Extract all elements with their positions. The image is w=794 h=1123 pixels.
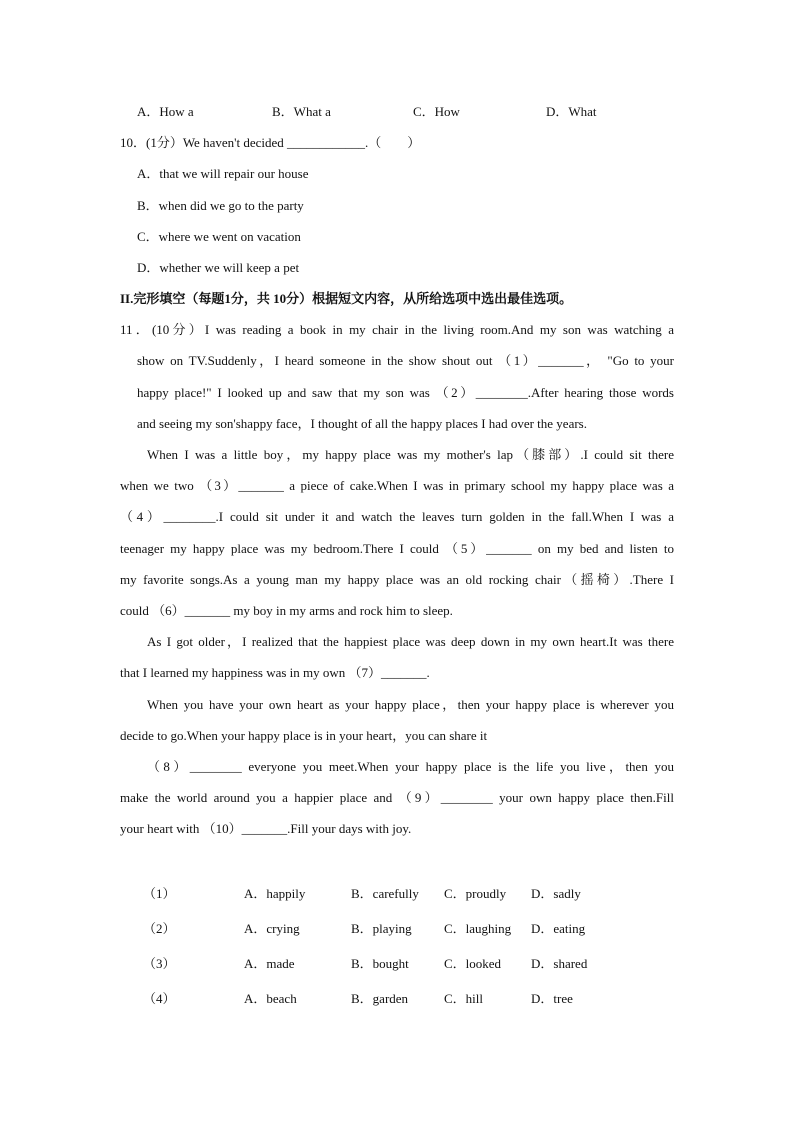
passage-line: decide to go.When your happy place is in your heart，you can share it [120,728,488,743]
q10-option-a: A．that we will repair our house [137,166,309,181]
answer-row-number: （3） [143,956,176,971]
answer-option-d: D．sadly [531,886,581,901]
passage-line: your heart with （10）_______.Fill your days with joy. [120,821,412,836]
section-heading: II.完形填空（每题1分，共 10分）根据短文内容，从所给选项中选出最佳选项。 [120,291,573,306]
answer-option-b: B．garden [351,991,409,1006]
passage-line: （8）________ everyone you meet.When your happy place is the life you live，then you [147,759,674,774]
passage-line: teenager my happy place was my bedroom.There I could （5）_______ on my bed and listen to [120,541,674,556]
answer-option-a: A．made [244,956,295,971]
answer-option-a: A．happily [244,886,306,901]
answer-option-c: C．hill [444,991,484,1006]
answer-option-d: D．eating [531,921,586,936]
answer-row-number: （4） [143,991,176,1006]
passage-line: （4）________.I could sit under it and watch the leaves turn golden in the fall.When I was a [120,509,674,524]
passage-line: could （6）_______ my boy in my arms and rock him to sleep. [120,603,453,618]
passage-line: that I learned my happiness was in my own （7）_______. [120,665,430,680]
q9-option-d: D．What [546,104,597,119]
answer-option-d: D．shared [531,956,588,971]
q9-option-a: A．How a [137,104,194,119]
answer-option-c: C．laughing [444,921,512,936]
passage-line: As I got older，I realized that the happiest place was deep down in my own heart.It was there [147,634,674,649]
passage-line: happy place!" I looked up and saw that my son was （2）________.After hearing those words [137,385,674,400]
passage-line: and seeing my son'shappy face，I thought of all the happy places I had over the years. [137,416,587,431]
answer-option-c: C．proudly [444,886,507,901]
answer-option-d: D．tree [531,991,573,1006]
answer-option-a: A．beach [244,991,297,1006]
answer-option-b: B．playing [351,921,412,936]
passage-line: make the world around you a happier place and （9）________ your own happy place then.Fill [120,790,674,805]
answer-option-c: C．looked [444,956,502,971]
q10-stem: 10．(1分）We haven't decided ____________.（ ） [120,135,421,150]
passage-line: 11．(10分）I was reading a book in my chair in the living room.And my son was watching a [120,322,674,337]
q10-option-c: C．where we went on vacation [137,229,301,244]
passage-line: When I was a little boy，my happy place was my mother's lap（膝部）.I could sit there [147,447,674,462]
passage-line: When you have your own heart as your happy place，then your happy place is wherever you [147,697,674,712]
passage-line: my favorite songs.As a young man my happy place was an old rocking chair（摇椅）.There I [120,572,674,587]
passage-line: show on TV.Suddenly，I heard someone in the show shout out （1）_______， "Go to your [137,353,674,368]
q9-option-c: C．How [413,104,460,119]
answer-row-number: （1） [143,886,176,901]
answer-option-b: B．carefully [351,886,419,901]
answer-option-a: A．crying [244,921,300,936]
answer-option-b: B．bought [351,956,409,971]
answer-row-number: （2） [143,921,176,936]
q10-option-b: B．when did we go to the party [137,198,304,213]
q10-option-d: D．whether we will keep a pet [137,260,300,275]
passage-line: when we two （3）_______ a piece of cake.When I was in primary school my happy place was a [120,478,674,493]
q9-option-b: B．What a [272,104,331,119]
